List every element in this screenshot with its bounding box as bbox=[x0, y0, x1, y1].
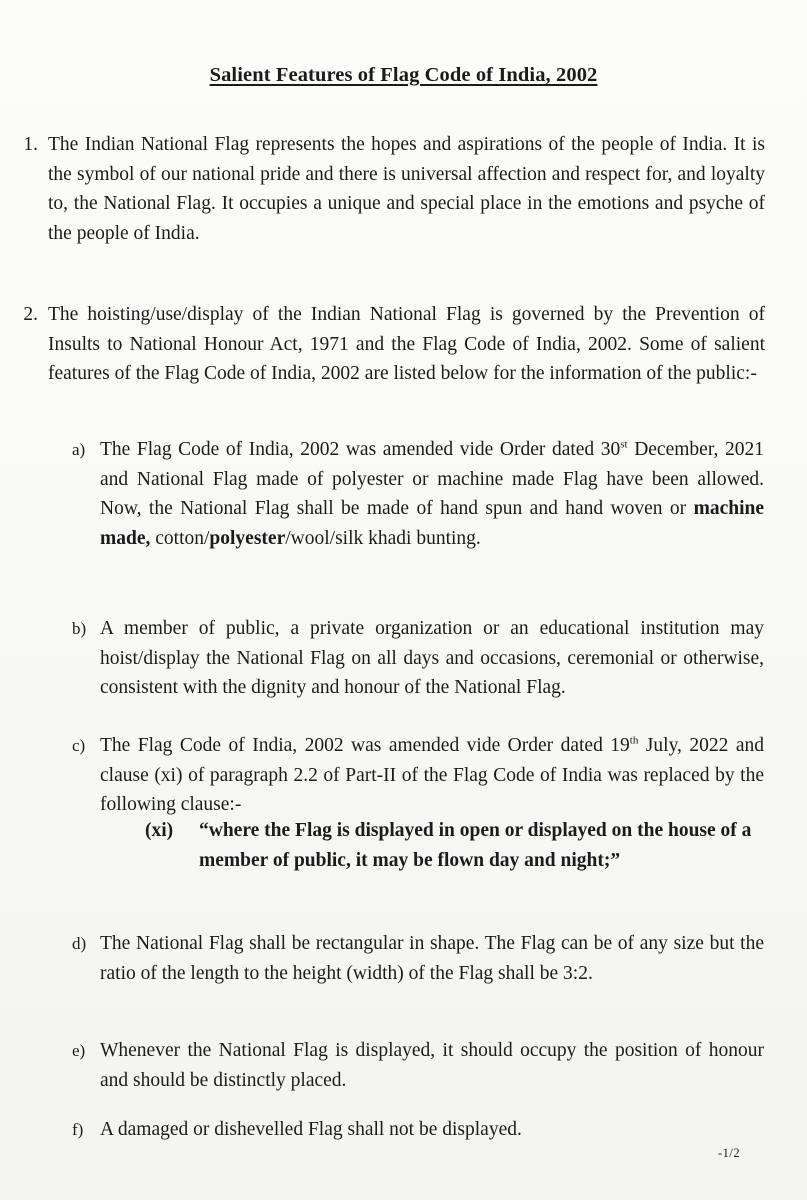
sub-item-label: c) bbox=[72, 736, 86, 755]
clause-label: (xi) bbox=[145, 820, 174, 841]
sub-item-text: Whenever the National Flag is displayed, it should occupy the position of honour and should be distinctly placed. bbox=[100, 1040, 764, 1091]
sub-item-text: A damaged or dishevelled Flag shall not be displayed. bbox=[100, 1119, 522, 1140]
text-segment: cotton/ bbox=[150, 527, 210, 549]
document-title: Salient Features of Flag Code of India, 2002 bbox=[209, 64, 598, 86]
text-segment: The Flag Code of India, 2002 was amended vide Order dated 19 bbox=[100, 735, 630, 756]
sub-item-label: a) bbox=[72, 440, 86, 459]
sub-item-c bbox=[72, 731, 764, 820]
sub-item-text bbox=[100, 731, 764, 820]
page-number: -1/2 bbox=[718, 1146, 741, 1160]
bold-text: machine made, bbox=[100, 498, 764, 549]
replaced-clause-quote bbox=[145, 816, 775, 875]
point-text: The hoisting/use/display of the Indian National Flag is governed by the Prevention of Insults to National Honour Act, 1971 and the Flag Code of India, 2002. Some of salient features of the Flag Code of India, 2002 are listed below for the information of the public:- bbox=[48, 304, 765, 385]
text-segment: December, 2021 and National Flag made of polyester or machine made Flag have been allowed. Now, the National Flag shall be made of hand spun and hand woven or bbox=[100, 439, 764, 520]
sub-item-d bbox=[72, 929, 764, 988]
superscript: st bbox=[620, 438, 628, 451]
text-segment: The Flag Code of India, 2002 was amended vide Order dated 30 bbox=[100, 439, 621, 460]
point-1 bbox=[18, 130, 766, 280]
sub-item-label: d) bbox=[72, 934, 87, 953]
bold-text: polyester bbox=[209, 527, 286, 549]
point-2 bbox=[18, 300, 766, 420]
sub-item-label: f) bbox=[72, 1120, 84, 1139]
sub-item-label: b) bbox=[72, 619, 87, 638]
point-number: 1. bbox=[23, 134, 38, 155]
text-segment: July, 2022 and clause (xi) of paragraph 2.2 of Part-II of the Flag Code of India was replaced by the following clause:- bbox=[100, 735, 764, 816]
sub-item-text: A member of public, a private organization or an educational institution may hoist/display the National Flag on all days and occasions, ceremonial or otherwise, consistent with the dignity and honour of the National Flag. bbox=[100, 618, 764, 699]
sub-item-text bbox=[100, 435, 764, 553]
text-segment: /wool/silk khadi bunting. bbox=[285, 527, 481, 549]
sub-item-label: e) bbox=[72, 1041, 86, 1060]
sub-item-text: The National Flag shall be rectangular in shape. The Flag can be of any size but the ratio of the length to the height (width) of the Flag shall be 3:2. bbox=[100, 933, 764, 984]
superscript: th bbox=[629, 734, 639, 747]
sub-item-b bbox=[72, 614, 764, 703]
clause-text: “where the Flag is displayed in open or displayed on the house of a member of public, it may be flown day and night;” bbox=[199, 820, 752, 871]
sub-item-e bbox=[72, 1036, 764, 1095]
sub-item-f bbox=[72, 1115, 764, 1145]
point-text: The Indian National Flag represents the hopes and aspirations of the people of India. It is the symbol of our national pride and there is universal affection and respect for, and loyalty to, the National Flag. It occupies a unique and special place in the emotions and psyche of the people of India. bbox=[48, 134, 765, 244]
sub-item-a bbox=[72, 435, 764, 553]
point-number: 2. bbox=[23, 304, 38, 325]
